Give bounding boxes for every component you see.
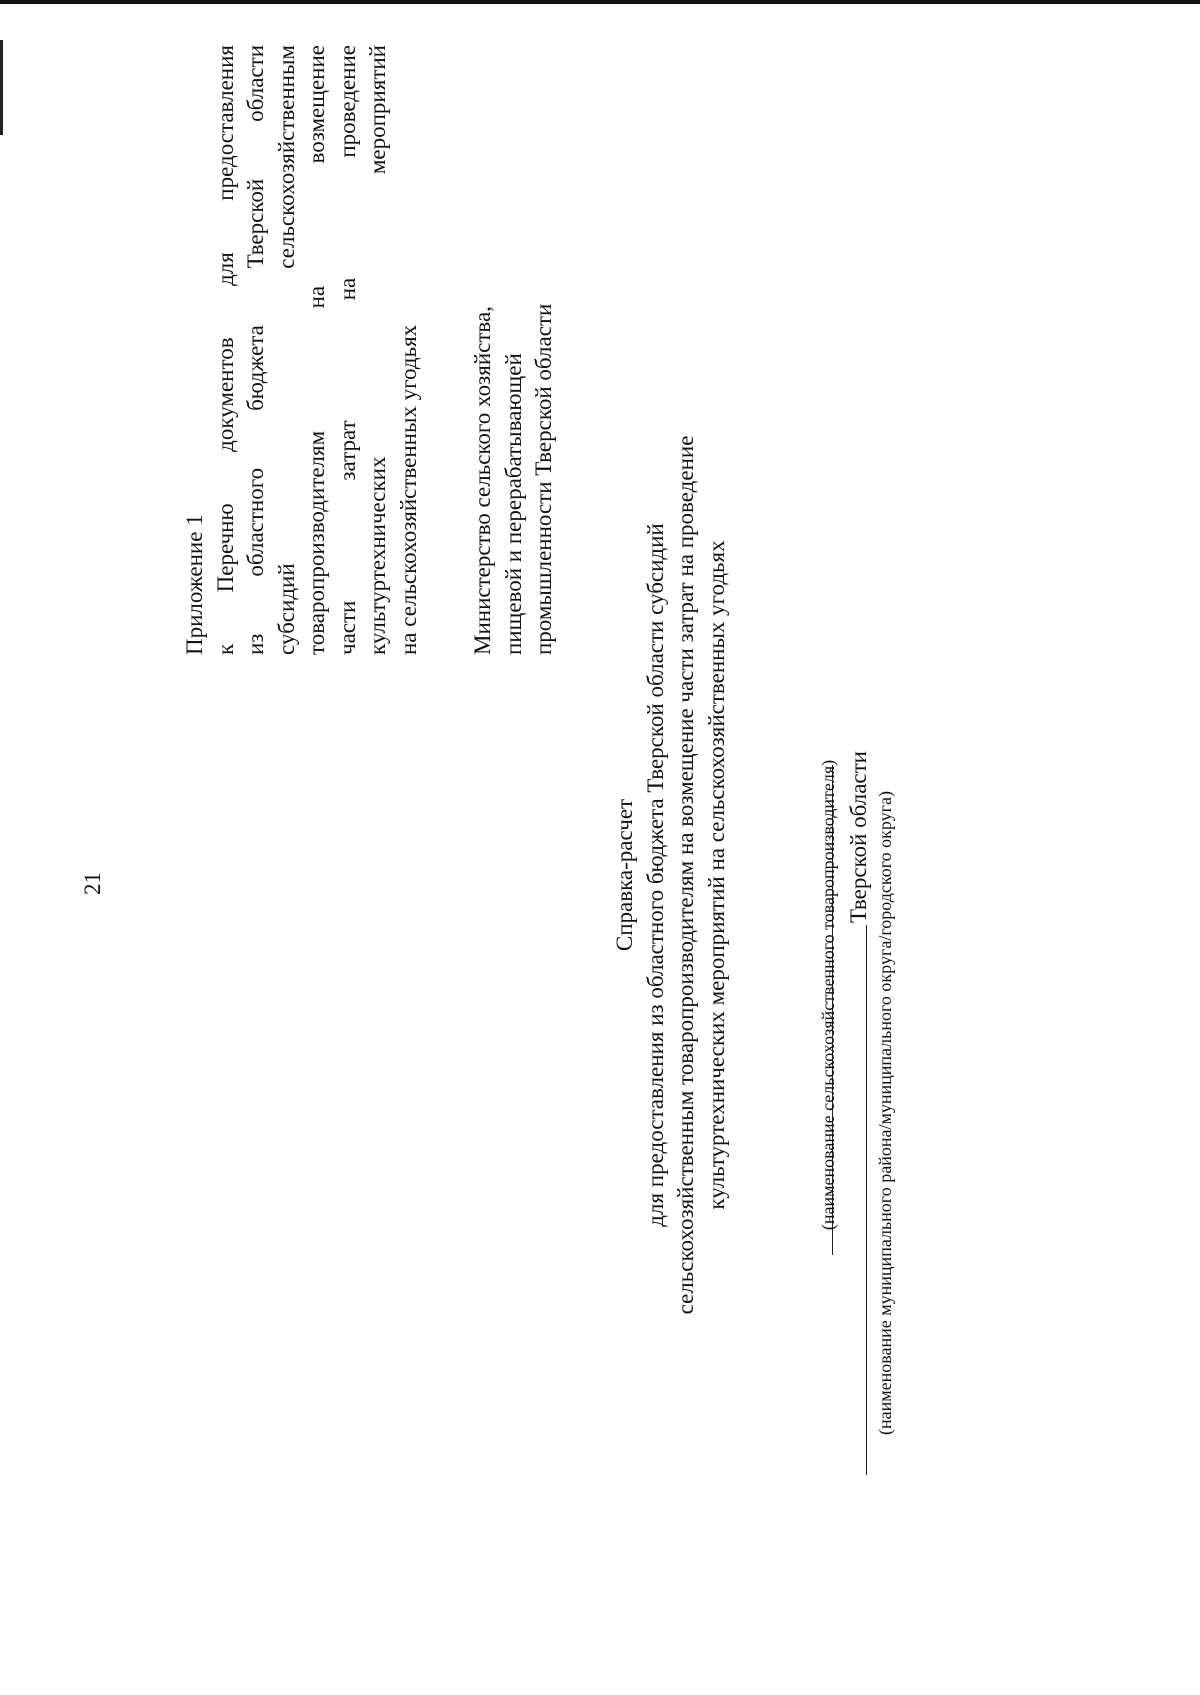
addressee-line: Министерство сельского хозяйства,: [470, 306, 495, 655]
document-title: Справка-расчет: [612, 798, 637, 952]
addressee-line: промышленности Тверской области: [531, 303, 556, 655]
heading-line: для предоставления из областного бюджета Тверской области субсидий: [642, 523, 668, 1227]
producer-name-caption: (наименование сельскохозяйственного товаропроизводителя): [818, 759, 838, 1231]
addressee-line: пищевой и перерабатывающей: [500, 353, 526, 655]
document-heading: [610, 435, 732, 1315]
region-name-line: [866, 925, 867, 1475]
appendix-block: [180, 45, 424, 655]
appendix-line: субсидий сельскохозяйственным: [273, 45, 299, 655]
region-suffix: Тверской области: [846, 751, 871, 923]
appendix-line: товаропроизводителям на возмещение: [304, 45, 329, 655]
appendix-line: к Перечню документов для предоставления: [212, 45, 238, 655]
appendix-line: части затрат на проведение: [334, 45, 360, 655]
appendix-line: из областного бюджета Тверской области: [243, 45, 268, 655]
appendix-line: на сельскохозяйственных угодьях: [395, 324, 421, 655]
appendix-title: Приложение 1: [182, 514, 207, 655]
addressee-block: [468, 45, 560, 655]
heading-line: культуртехнических мероприятий на сельскохозяйственных угодьях: [703, 540, 729, 1210]
appendix-line: культуртехнических мероприятий: [365, 45, 390, 655]
region-name-caption: (наименование муниципального района/муниципального округа/городского округа): [875, 790, 895, 1435]
page-number: 21: [80, 872, 105, 895]
heading-line: сельскохозяйственным товаропроизводителям на возмещение части затрат на проведение: [673, 435, 698, 1315]
